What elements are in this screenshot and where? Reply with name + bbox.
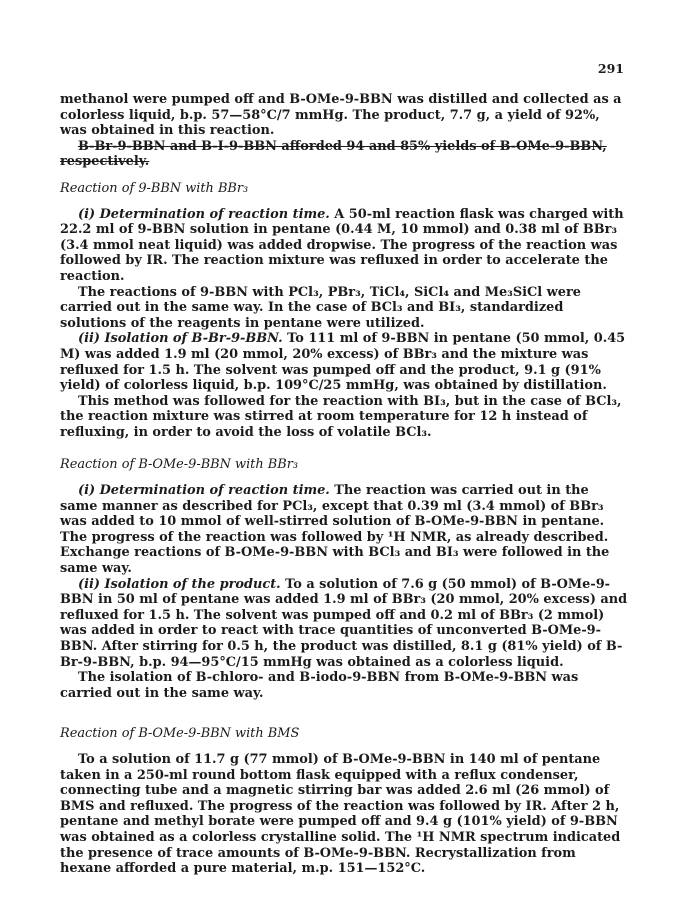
section-heading-ome-bbr3: Reaction of B-OMe-9-BBN with BBr₃ <box>60 457 299 473</box>
paragraph-reaction-time <box>60 207 628 285</box>
paragraph-isolation-product <box>60 577 628 671</box>
page-body <box>60 92 628 877</box>
paragraph-continued: methanol were pumped off and B-OMe-9-BBN was distilled and collected as a colorless liquid, b.p. 57—58°C/7 mmHg. The product, 7.7 g, a yield of 92%, was obtained in this reaction. <box>60 92 622 139</box>
paragraph-bms: To a solution of 11.7 g (77 mmol) of B-OMe-9-BBN in 140 ml of pentane taken in a 250-ml round bottom flask equipped with a reflux condenser, connecting tube and a magnetic stirring bar was added 2.6 ml (26 mmol) of BMS and refluxed. The progress of the reaction was followed by IR. After 2 h, pentane and methyl borate were pumped off and 9.4 g (101% yield) of 9-BBN was obtained as a colorless crystalline solid. The ¹H NMR spectrum indicated the presence of trace amounts of B-OMe-9-BBN. Recrystallization from hexane afforded a pure material, m.p. 151—152°C. <box>60 751 621 877</box>
paragraph-text: The reaction was carried out in the same manner as described for PCl₃, except that 0.39 ml (3.4 mmol) of BBr₃ was added to 10 mmol of well-stirred solution of B-OMe-9-BBN in pentane. The progress of the reaction was followed by ¹H NMR, as already described. Exchange reactions of B-OMe-9-BBN with BCl₃ and BI₃ were followed in the same way. <box>60 483 610 577</box>
section-heading-ome-bms: Reaction of B-OMe-9-BBN with BMS <box>60 726 300 742</box>
subheading-isolation: (ii) Isolation of B-Br-9-BBN. <box>78 331 283 347</box>
subheading-isolation-product: (ii) Isolation of the product. <box>78 576 281 592</box>
page-number: 291 <box>597 61 624 76</box>
paragraph-bi3-bcl3: This method was followed for the reaction with BI₃, but in the case of BCl₃, the reaction mixture was stirred at room temperature for 12 h instead of refluxing, in order to avoid the loss of volatile BCl₃. <box>60 393 622 440</box>
paragraph-other-reagents: The reactions of 9-BBN with PCl₃, PBr₃, TiCl₄, SiCl₄ and Me₃SiCl were carried out in the same way. In the case of BCl₃ and BI₃, standardized solutions of the reagents in pentane were utilized. <box>60 284 581 331</box>
subheading-reaction-time: (i) Determination of reaction time. <box>78 206 330 222</box>
paragraph-text: To 111 ml of 9-BBN in pentane (50 mmol, 0.45 M) was added 1.9 ml (20 mmol, 20% excess) of BBr₃ and the mixture was refluxed for 1.5 h. The solvent was pumped off and the product, 9.1 g (91% yield) of colorless liquid, b.p. 109°C/25 mmHg, was obtained by distillation. <box>60 331 626 394</box>
paragraph-chloro-iodo: The isolation of B-chloro- and B-iodo-9-BBN from B-OMe-9-BBN was carried out in the same way. <box>60 670 579 701</box>
paragraph-crossed-out: B-Br-9-BBN and B-I-9-BBN afforded 94 and 85% yields of B-OMe-9-BBN, respectively. <box>60 138 607 170</box>
paragraph-reaction-time-2 <box>60 483 628 577</box>
subheading-reaction-time-2: (i) Determination of reaction time. <box>78 483 330 499</box>
paragraph-text: A 50-ml reaction flask was charged with 22.2 ml of 9-BBN solution in pentane (0.44 M, 10 mmol) and 0.38 ml of BBr₃ (3.4 mmol neat liquid) was added dropwise. The progress of the reaction was followed by IR. The reaction mixture was refluxed in order to accelerate the reaction. <box>60 206 624 284</box>
paragraph-text: To a solution of 7.6 g (50 mmol) of B-OMe-9-BBN in 50 ml of pentane was added 1.9 ml of BBr₃ (20 mmol, 20% excess) and refluxed for 1.5 h. The solvent was pumped off and 0.2 ml of BBr₃ (2 mmol) was added in order to react with trace quantities of unconverted B-OMe-9-BBN. After stirring for 0.5 h, the product was distilled, 8.1 g (81% yield) of B-Br-9-BBN, b.p. 94—95°C/15 mmHg was obtained as a colorless liquid. <box>60 576 628 670</box>
section-heading-9bbn-bbr3: Reaction of 9-BBN with BBr₃ <box>60 180 249 196</box>
paragraph-isolation <box>60 331 628 393</box>
